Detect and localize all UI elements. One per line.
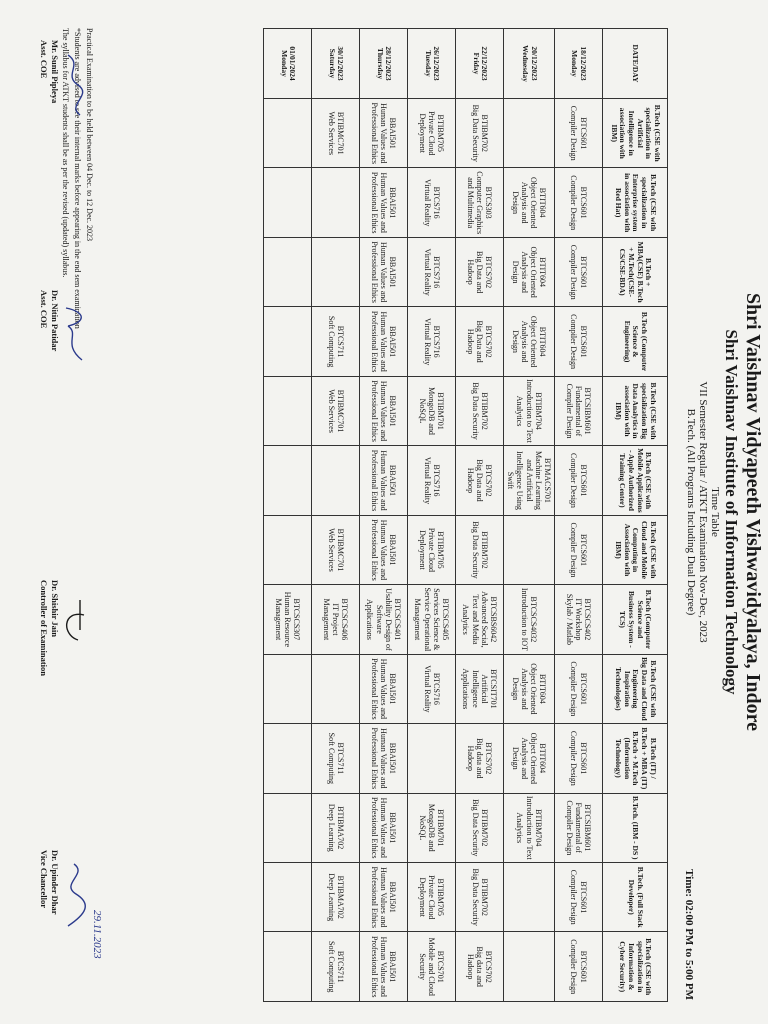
- subject-cell: [264, 862, 312, 931]
- column-header-program: B.Tech (Computer Science & Engineering): [603, 307, 668, 376]
- table-row: [360, 29, 408, 1002]
- column-header-program: B.Tech (CSE with Mobile Applications - Apple Authorized Training Center): [603, 446, 668, 515]
- exam-date: 30/12/2023: [336, 46, 346, 81]
- subject-cell: BTIT604 Object Oriented Analysis and Design: [504, 168, 555, 237]
- subject-cell: BTCS601 Compiler Design: [555, 932, 603, 1002]
- signatory-2: [38, 290, 60, 351]
- subject-cell: [264, 654, 312, 723]
- subject-cell: BTCS601 Compiler Design: [555, 99, 603, 168]
- subject-cell: BTCSIBM601 Fundamental of Compiler Design: [555, 793, 603, 862]
- table-row: [555, 29, 603, 1002]
- subject-cell: BTIT604 Object Oriented Analysis and Design: [504, 237, 555, 306]
- exam-day: Thursday: [375, 47, 385, 80]
- subject-cell: BTIBM705 Private Cloud Deployment: [408, 99, 456, 168]
- subject-cell: BTIBMA702 Deep Learning: [312, 793, 360, 862]
- signature-mark: [60, 590, 88, 660]
- subject-cell: BTIBMC701 Web Services: [312, 376, 360, 445]
- subject-cell: BBAI501 Human Values and Professional Ethics: [360, 724, 408, 793]
- note-atkt-syllabus: The syllabus for ATKT students shall be as per the revised (updated) syllabus.: [61, 28, 70, 278]
- column-header-program: B.Tech. (Full Stack Developer): [603, 862, 668, 931]
- subject-cell: BTCSCS406 IT Project Management: [312, 585, 360, 654]
- subject-cell: BTIBM701 MongoDB and NoSQL: [408, 793, 456, 862]
- signatory-name: Dr. Upinder Dhar: [50, 850, 60, 915]
- handwritten-date: 29.11.2023: [91, 910, 103, 959]
- subject-cell: [264, 724, 312, 793]
- subject-cell: BTIT604 Object Oriented Analysis and Design: [504, 307, 555, 376]
- subject-cell: BTIBM702 Big Data Security: [456, 862, 504, 931]
- subject-cell: BBAI501 Human Values and Professional Ethics: [360, 793, 408, 862]
- date-cell: [408, 29, 456, 99]
- subject-cell: BBAI501 Human Values and Professional Ethics: [360, 99, 408, 168]
- signatory-name: Dr. Shishir Jain: [50, 580, 60, 637]
- date-cell: [504, 29, 555, 99]
- subject-cell: BTCS601 Compiler Design: [555, 724, 603, 793]
- subject-cell: [264, 793, 312, 862]
- exam-day: Saturday: [327, 48, 337, 79]
- subject-cell: [504, 515, 555, 584]
- date-cell: [456, 29, 504, 99]
- subject-cell: BTCS711 Soft Computing: [312, 307, 360, 376]
- subject-cell: BTIBMC701 Web Services: [312, 515, 360, 584]
- subject-cell: BBAI501 Human Values and Professional Ethics: [360, 307, 408, 376]
- signatory-title: Controller of Examination: [39, 580, 49, 677]
- subject-cell: BTCS702 Big data and Hadoop: [456, 724, 504, 793]
- signatory-4: [38, 850, 103, 959]
- subject-cell: BTCS601 Compiler Design: [555, 168, 603, 237]
- subject-cell: BBAI501 Human Values and Professional Ethics: [360, 237, 408, 306]
- subject-cell: [504, 932, 555, 1002]
- subject-cell: BTCS701 Mobile and Cloud Security: [408, 932, 456, 1002]
- note-practical: Practical Examination to be held between 04 Dec. to 12 Dec. 2023: [85, 28, 94, 242]
- subject-cell: BTCS601 Compiler Design: [555, 307, 603, 376]
- exam-day: Monday: [279, 50, 289, 77]
- subject-cell: BTCS702 Big Data and Hadoop: [456, 237, 504, 306]
- subject-cell: BTCSBS6042 Advanced Social, Text and Media Analytics: [456, 585, 504, 654]
- subject-cell: BTCS711 Soft Computing: [312, 724, 360, 793]
- subject-cell: [312, 237, 360, 306]
- subject-cell: BTCS702 Big Data and Hadoop: [456, 307, 504, 376]
- table-row: [456, 29, 504, 1002]
- table-row: [264, 29, 312, 1002]
- subject-cell: [264, 446, 312, 515]
- exam-day: Wednesday: [521, 45, 531, 82]
- subject-cell: BTCS716 Virtual Reality: [408, 654, 456, 723]
- subject-cell: [264, 515, 312, 584]
- subject-cell: BTCS601 Compiler Design: [555, 515, 603, 584]
- exam-date: 22/12/2023: [480, 46, 490, 81]
- institute-title: Shri Vaishnav Institute of Information Technology: [722, 329, 741, 695]
- signatory-title: Vice Chancellor: [39, 850, 49, 908]
- exam-date: 20/12/2023: [529, 46, 539, 81]
- note-internal-marks: *Students are advised to see their internal marks before appearing in the end sem examination: [73, 28, 82, 329]
- signatory-3: [38, 580, 60, 676]
- exam-day: Friday: [471, 52, 481, 75]
- subject-cell: BTCS702 Big data and Hadoop: [456, 932, 504, 1002]
- subject-cell: BTMACS701 Machine Learning and Artificial Intelligence Using Swift: [504, 446, 555, 515]
- subject-cell: [408, 724, 456, 793]
- timetable-table: [263, 28, 668, 1002]
- subject-cell: BTCSCS4032 Introduction to IOT: [504, 585, 555, 654]
- column-header-program: B.Tech (CSE with specialization Big Data Analytics in association with IBM): [603, 376, 668, 445]
- subject-cell: BTCS716 Virtual Reality: [408, 237, 456, 306]
- column-header-program: B.Tech (CSE with Cloud and Mobile Computing in Association with IBM): [603, 515, 668, 584]
- subject-cell: BTIT604 Object Oriented Analysis and Design: [504, 724, 555, 793]
- subject-cell: BTCS601 Compiler Design: [555, 237, 603, 306]
- signature-mark: [60, 860, 88, 930]
- column-header-program: B.Tech (IT) / B.Tech + MBA (IT) B.Tech + M.Tech (Information Technology): [603, 724, 668, 793]
- subject-cell: BBAI501 Human Values and Professional Ethics: [360, 376, 408, 445]
- subject-cell: BBAI501 Human Values and Professional Ethics: [360, 515, 408, 584]
- subject-cell: BTCS601 Compiler Design: [555, 446, 603, 515]
- subject-cell: [264, 932, 312, 1002]
- subject-cell: [504, 99, 555, 168]
- exam-day: Monday: [570, 50, 580, 77]
- subject-cell: BTIBM701 MongoDB and NoSQL: [408, 376, 456, 445]
- signatory-1: [38, 40, 60, 103]
- subject-cell: BTCSIBM601 Fundamental of Compiler Design: [555, 376, 603, 445]
- column-header-program: B.Tech (CSE with Big Data and Cloud Engineering Inspiration Technologies): [603, 654, 668, 723]
- column-header-program: B.Tech + MBA(CSE) B.Tech + M.Tech(CSE-CS/CSE-BDA): [603, 237, 668, 306]
- table-row: [408, 29, 456, 1002]
- signatory-name: Dr. Nitin Patidar: [50, 290, 60, 352]
- subject-cell: BTCS601 Compiler Design: [555, 862, 603, 931]
- subject-cell: [312, 654, 360, 723]
- subject-cell: BTCSCS402 IT Workshop Skylab / Matlab: [555, 585, 603, 654]
- column-header-program: B.Tech. (IBM - DS ): [603, 793, 668, 862]
- subject-cell: BBAI501 Human Values and Professional Ethics: [360, 446, 408, 515]
- exam-time: Time: 02:00 PM to 5:00 PM: [683, 869, 695, 1000]
- subject-cell: [264, 237, 312, 306]
- signature-mark: [60, 50, 88, 120]
- subject-cell: BTCS601 Compiler Design: [555, 654, 603, 723]
- programs-line: B.Tech. (All Programs Including Dual Degree): [685, 408, 697, 616]
- column-header-program: B.Tech (CSE with specialization in Enterprise system in association with Red Hat): [603, 168, 668, 237]
- subject-cell: BTIBM705 Private Cloud Deployment: [408, 515, 456, 584]
- subject-cell: BTIBMC701 Web Services: [312, 99, 360, 168]
- subject-cell: BTIBMA702 Deep Learning: [312, 862, 360, 931]
- subject-cell: [264, 168, 312, 237]
- subject-cell: BBAI501 Human Values and Professional Ethics: [360, 862, 408, 931]
- table-row: [504, 29, 555, 1002]
- subject-cell: [312, 446, 360, 515]
- subject-cell: BTCSCS405 Services Science & Service Operational Management: [408, 585, 456, 654]
- subject-cell: [504, 862, 555, 931]
- subject-cell: BTCS716 Virtual Reality: [408, 446, 456, 515]
- column-header-date: DATE/DAY: [603, 29, 668, 99]
- signatory-title: Asst. COE: [39, 290, 49, 329]
- subject-cell: BTIBM702 Big Data Security: [456, 793, 504, 862]
- exam-date: 18/12/2023: [579, 46, 589, 81]
- column-header-program: B.Tech (CSE with specialization in Artificial Intelligence in association with IBM): [603, 99, 668, 168]
- subject-cell: BBAI501 Human Values and Professional Ethics: [360, 932, 408, 1002]
- subject-cell: BTCS702 Big Data and Hadoop: [456, 446, 504, 515]
- subject-cell: BTCS303 Computer Graphics and Multimedia: [456, 168, 504, 237]
- subject-cell: BTCS716 Virtual Reality: [408, 307, 456, 376]
- column-header-program: B.Tech (CSE with specialization in Information & Cyber Security): [603, 932, 668, 1002]
- subject-cell: BTIBM705 Private Cloud Deployment: [408, 862, 456, 931]
- exam-day: Tuesday: [423, 50, 433, 77]
- subject-cell: [264, 376, 312, 445]
- exam-date: 26/12/2023: [432, 46, 442, 81]
- subject-cell: BTIBM702 Big Data Security: [456, 376, 504, 445]
- signature-mark: [60, 300, 88, 370]
- table-header-row: [603, 29, 668, 1002]
- subject-cell: BTIBM704 Introduction to Text Analytics: [504, 376, 555, 445]
- subject-cell: BTIBM702 Big Data Security: [456, 99, 504, 168]
- subject-cell: BTCSCS307 Human Resource Management: [264, 585, 312, 654]
- subject-cell: [264, 99, 312, 168]
- exam-date: 01/01/2024: [288, 46, 298, 81]
- subject-cell: BTIT604 Object Oriented Analysis and Design: [504, 654, 555, 723]
- subject-cell: BTCSCS401 Usability Design of Software Applications: [360, 585, 408, 654]
- date-cell: [312, 29, 360, 99]
- subject-cell: BTCS716 Virtual Reality: [408, 168, 456, 237]
- document-type: Time Table: [709, 487, 721, 537]
- date-cell: [360, 29, 408, 99]
- subject-cell: [312, 168, 360, 237]
- table-row: [312, 29, 360, 1002]
- date-cell: [555, 29, 603, 99]
- subject-cell: BBAI501 Human Values and Professional Ethics: [360, 654, 408, 723]
- date-cell: [264, 29, 312, 99]
- subject-cell: BBAI501 Human Values and Professional Ethics: [360, 168, 408, 237]
- university-title: Shri Vaishnav Vidyapeeth Vishwavidyalaya, Indore: [742, 292, 764, 732]
- semester-line: VII Semester Regular / ATKT Examination Nov-Dec, 2023: [697, 381, 709, 643]
- column-header-program: B.Tech (Computer Science and Business System - TCS): [603, 585, 668, 654]
- subject-cell: BTCS711 Soft Computing: [312, 932, 360, 1002]
- signatory-title: Asst. COE: [39, 40, 49, 79]
- exam-date: 28/12/2023: [384, 46, 394, 81]
- subject-cell: BTIBM702 Big Data Security: [456, 515, 504, 584]
- signatory-name: Mr. Sunil Pipleya: [50, 40, 60, 104]
- subject-cell: [264, 307, 312, 376]
- subject-cell: BTCSIT701 Artificial Intelligence Applications: [456, 654, 504, 723]
- subject-cell: BTIBM704 Introduction to Text Analytics: [504, 793, 555, 862]
